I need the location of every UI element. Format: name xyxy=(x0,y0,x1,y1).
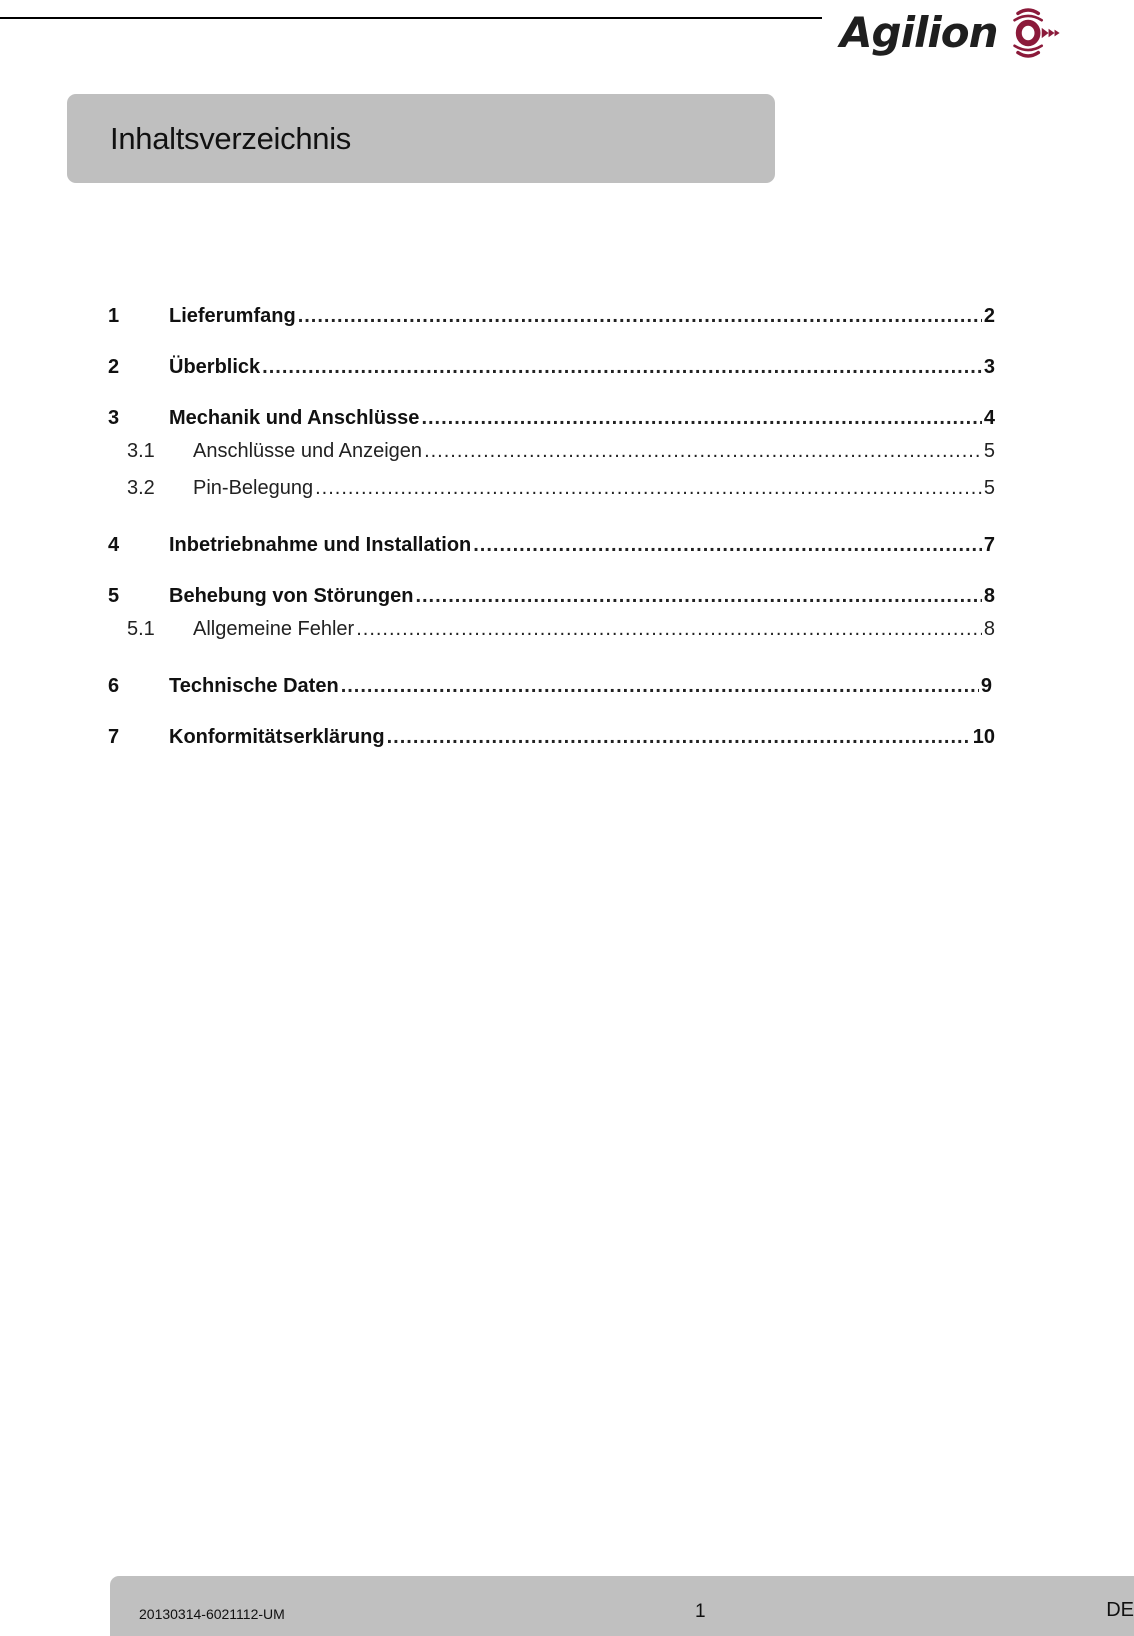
toc-entry-page: 7 xyxy=(983,534,995,556)
toc-leader-dots xyxy=(298,305,982,328)
toc-entry-page: 3 xyxy=(983,356,995,378)
toc-entry-label: Allgemeine Fehler xyxy=(193,618,355,640)
toc-entry[interactable] xyxy=(108,407,995,437)
toc-entry-label: Pin-Belegung xyxy=(193,477,314,499)
toc-entry[interactable] xyxy=(108,675,992,705)
document-id: 20130314-6021112-UM xyxy=(139,1606,285,1622)
toc-entry-label: Konformitätserklärung xyxy=(169,726,385,748)
toc-subentry[interactable] xyxy=(108,618,995,648)
toc-entry-number: 5 xyxy=(108,585,120,607)
toc-entry-page: 8 xyxy=(983,618,995,640)
company-logo xyxy=(840,0,1060,66)
toc-entry-label: Überblick xyxy=(169,356,261,378)
toc-entry[interactable] xyxy=(108,534,995,564)
toc-entry-page: 10 xyxy=(972,726,995,748)
page-number: 1 xyxy=(695,1601,706,1622)
logo-text: Agilion xyxy=(840,8,998,57)
toc-entry[interactable] xyxy=(108,356,995,386)
toc-entry-page: 5 xyxy=(983,440,995,462)
toc-entry-page: 9 xyxy=(980,675,992,697)
toc-leader-dots xyxy=(415,585,981,608)
toc-entry-label: Technische Daten xyxy=(169,675,339,697)
toc-entry-page: 2 xyxy=(983,305,995,327)
toc-entry-number: 1 xyxy=(108,305,120,327)
toc-entry-label: Behebung von Störungen xyxy=(169,585,414,607)
toc-entry-number: 3.2 xyxy=(127,477,155,499)
toc-leader-dots xyxy=(473,534,982,557)
toc-entry-number: 4 xyxy=(108,534,120,556)
title-banner xyxy=(67,94,775,183)
toc-leader-dots xyxy=(315,477,982,500)
toc-entry-number: 2 xyxy=(108,356,120,378)
toc-entry-page: 4 xyxy=(983,407,995,429)
toc-entry-number: 3.1 xyxy=(127,440,155,462)
toc-entry-label: Inbetriebnahme und Installation xyxy=(169,534,472,556)
page-footer xyxy=(110,1576,1134,1636)
toc-leader-dots xyxy=(424,440,982,463)
toc-entry-label: Lieferumfang xyxy=(169,305,296,327)
signal-wave-icon xyxy=(1006,0,1060,66)
toc-leader-dots xyxy=(356,618,982,641)
toc-entry-number: 3 xyxy=(108,407,120,429)
header-rule xyxy=(0,17,822,19)
toc-leader-dots xyxy=(421,407,981,430)
toc-entry[interactable] xyxy=(108,726,995,756)
toc-entry-label: Mechanik und Anschlüsse xyxy=(169,407,420,429)
toc-entry-number: 7 xyxy=(108,726,120,748)
toc-entry-page: 8 xyxy=(983,585,995,607)
toc-subentry[interactable] xyxy=(108,477,995,507)
toc-entry-label: Anschlüsse und Anzeigen xyxy=(193,440,423,462)
language-code: DE xyxy=(1106,1599,1134,1621)
toc-subentry[interactable] xyxy=(108,440,995,470)
toc-leader-dots xyxy=(262,356,982,379)
toc-leader-dots xyxy=(341,675,979,698)
page-title: Inhaltsverzeichnis xyxy=(110,120,351,156)
toc-entry-number: 6 xyxy=(108,675,120,697)
toc-leader-dots xyxy=(387,726,971,749)
toc-entry-page: 5 xyxy=(983,477,995,499)
toc-entry[interactable] xyxy=(108,585,995,615)
toc-entry[interactable] xyxy=(108,305,995,335)
toc-entry-number: 5.1 xyxy=(127,618,155,640)
